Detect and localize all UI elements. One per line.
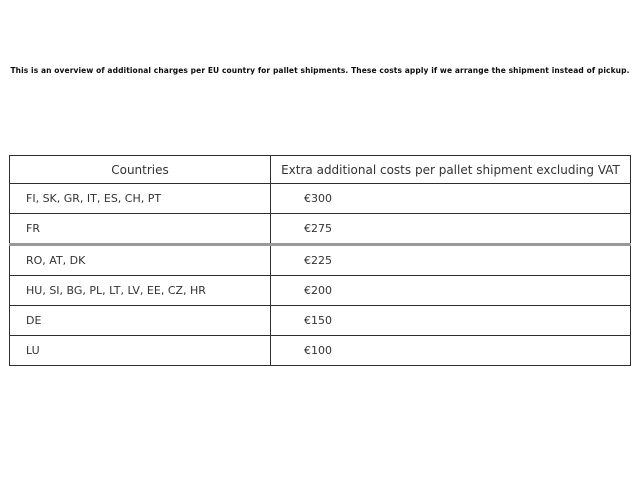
cost-cell: €300 xyxy=(271,184,631,214)
countries-cell: LU xyxy=(10,336,271,366)
countries-cell: HU, SI, BG, PL, LT, LV, EE, CZ, HR xyxy=(10,276,271,306)
countries-cell: FR xyxy=(10,214,271,245)
table-row xyxy=(10,245,631,276)
table-row xyxy=(10,336,631,366)
table-row xyxy=(10,276,631,306)
cost-cell: €200 xyxy=(271,276,631,306)
charges-table xyxy=(9,155,631,366)
table-row xyxy=(10,184,631,214)
intro-text: This is an overview of additional charges per EU country for pallet shipments. These costs apply if we arrange the shipment instead of pickup. xyxy=(10,66,630,75)
cost-cell: €150 xyxy=(271,306,631,336)
table-header-cost: Extra additional costs per pallet shipment excluding VAT xyxy=(271,156,631,184)
table-header-row xyxy=(10,156,631,184)
cost-cell: €100 xyxy=(271,336,631,366)
cost-cell: €275 xyxy=(271,214,631,245)
table-row xyxy=(10,306,631,336)
countries-cell: DE xyxy=(10,306,271,336)
table-row xyxy=(10,214,631,245)
countries-cell: RO, AT, DK xyxy=(10,245,271,276)
table-header-countries: Countries xyxy=(10,156,271,184)
cost-cell: €225 xyxy=(271,245,631,276)
countries-cell: FI, SK, GR, IT, ES, CH, PT xyxy=(10,184,271,214)
